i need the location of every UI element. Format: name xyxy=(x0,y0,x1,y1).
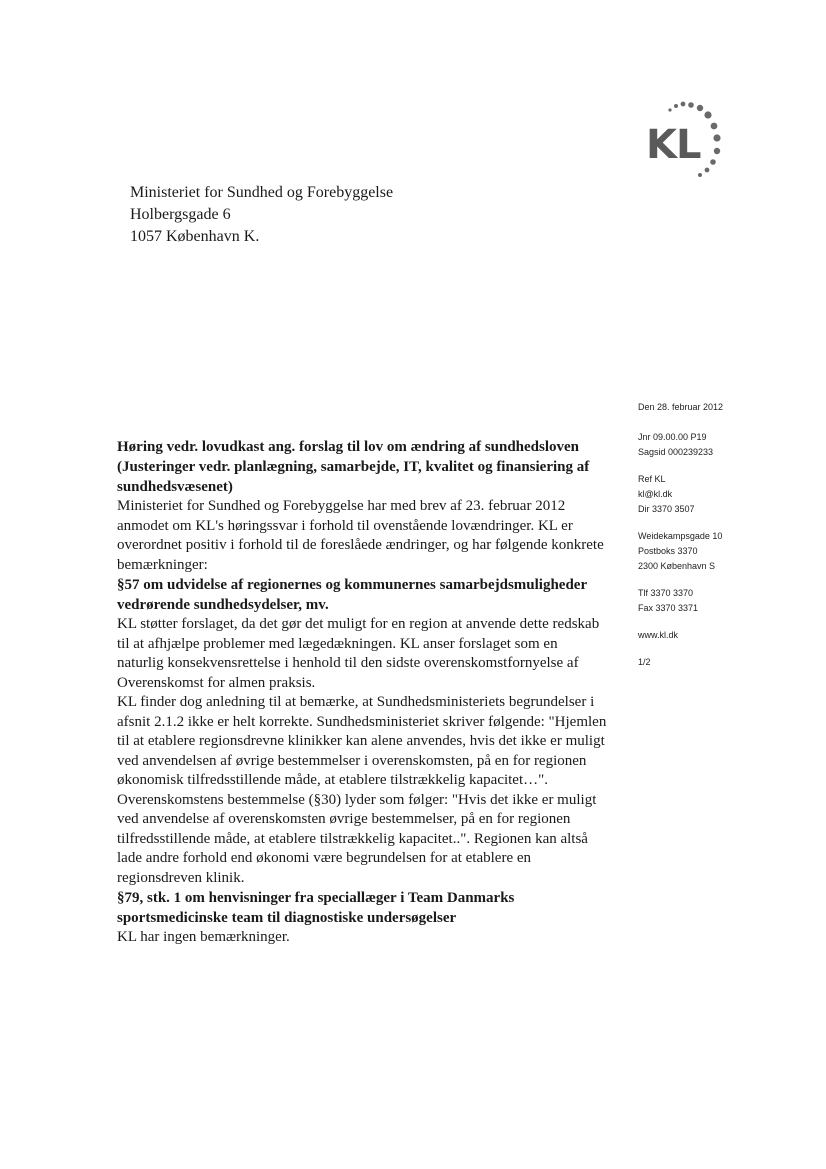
section-1-paragraph-2: KL finder dog anledning til at bemærke, at Sundhedsministeriets begrundelser i afsnit 2.1.2 ikke er helt korrekte. Sundhedsministeriet skriver følgende: "Hjemlen til at etablere regionsdrevne klinikker kan alene anvendes, hvis det ikke er muligt ved anvendelsen af øvrige bestemmelser i overenskomsten, på en for regionen økonomisk tilfredsstillende måde, at etablere tilstrækkelig kapacitet…". Overenskomstens bestemmelse (§30) lyder som følger: "Hvis det ikke er muligt ved anvendelse af overenskomsten øvrige bestemmelser, på en for regionen tilfredsstillende måde, at etablere tilstrækkelig kapacitet..". Regionen kan altså lade andre forhold end økonomi være begrundelsen for at etablere en regionsdreven klinik. xyxy=(117,694,607,886)
fax: Fax 3370 3371 xyxy=(638,603,699,613)
email: kl@kl.dk xyxy=(638,489,673,499)
letter-date: Den 28. februar 2012 xyxy=(638,402,724,412)
journal-number: Jnr 09.00.00 P19 xyxy=(638,432,707,442)
address-line-3: 1057 København K. xyxy=(130,228,260,245)
page-number: 1/2 xyxy=(638,657,651,667)
postbox: Postboks 3370 xyxy=(638,546,698,556)
street-address: Weidekampsgade 10 xyxy=(638,531,723,541)
address-line-2: Holbergsgade 6 xyxy=(130,206,231,223)
case-id: Sagsid 000239233 xyxy=(638,447,714,457)
direct-phone: Dir 3370 3507 xyxy=(638,504,695,514)
reference: Ref KL xyxy=(638,474,666,484)
intro-paragraph: Ministeriet for Sundhed og Forebyggelse har med brev af 23. februar 2012 anmodet om KL's høringssvar i forhold til ovenstående lovændringer. KL er overordnet positiv i forhold til de foreslåede ændringer, og har følgende konkrete bemærkninger: xyxy=(117,498,604,573)
kl-logo xyxy=(640,98,740,188)
section-2-heading: §79, stk. 1 om henvisninger fra speciallæger i Team Danmarks sportsmedicinske team til diagnostiske undersøgelser xyxy=(117,890,515,926)
recipient-address xyxy=(130,182,393,248)
letter-body xyxy=(117,437,607,948)
section-2-paragraph: KL har ingen bemærkninger. xyxy=(117,929,290,945)
website: www.kl.dk xyxy=(638,630,679,640)
sender-info-column xyxy=(638,400,818,682)
kl-logo-text: KL xyxy=(646,122,701,168)
section-1-heading: §57 om udvidelse af regionernes og kommunernes samarbejdsmuligheder vedrørende sundhedsydelser, mv. xyxy=(117,577,587,613)
address-line-1: Ministeriet for Sundhed og Forebyggelse xyxy=(130,184,394,201)
postal-city: 2300 København S xyxy=(638,561,716,571)
phone: Tlf 3370 3370 xyxy=(638,588,694,598)
letter-title: Høring vedr. lovudkast ang. forslag til lov om ændring af sundhedsloven (Justeringer vedr. planlægning, samarbejde, IT, kvalitet og finansiering af sundhedsvæsenet) xyxy=(117,439,590,495)
section-1-paragraph-1: KL støtter forslaget, da det gør det muligt for en region at anvende dette redskab til at afhjælpe problemer med lægedækningen. KL anser forslaget som en naturlig konsekvensrettelse i henhold til den sidste overenskomstfornyelse af Overenskomst for almen praksis. xyxy=(117,616,600,691)
